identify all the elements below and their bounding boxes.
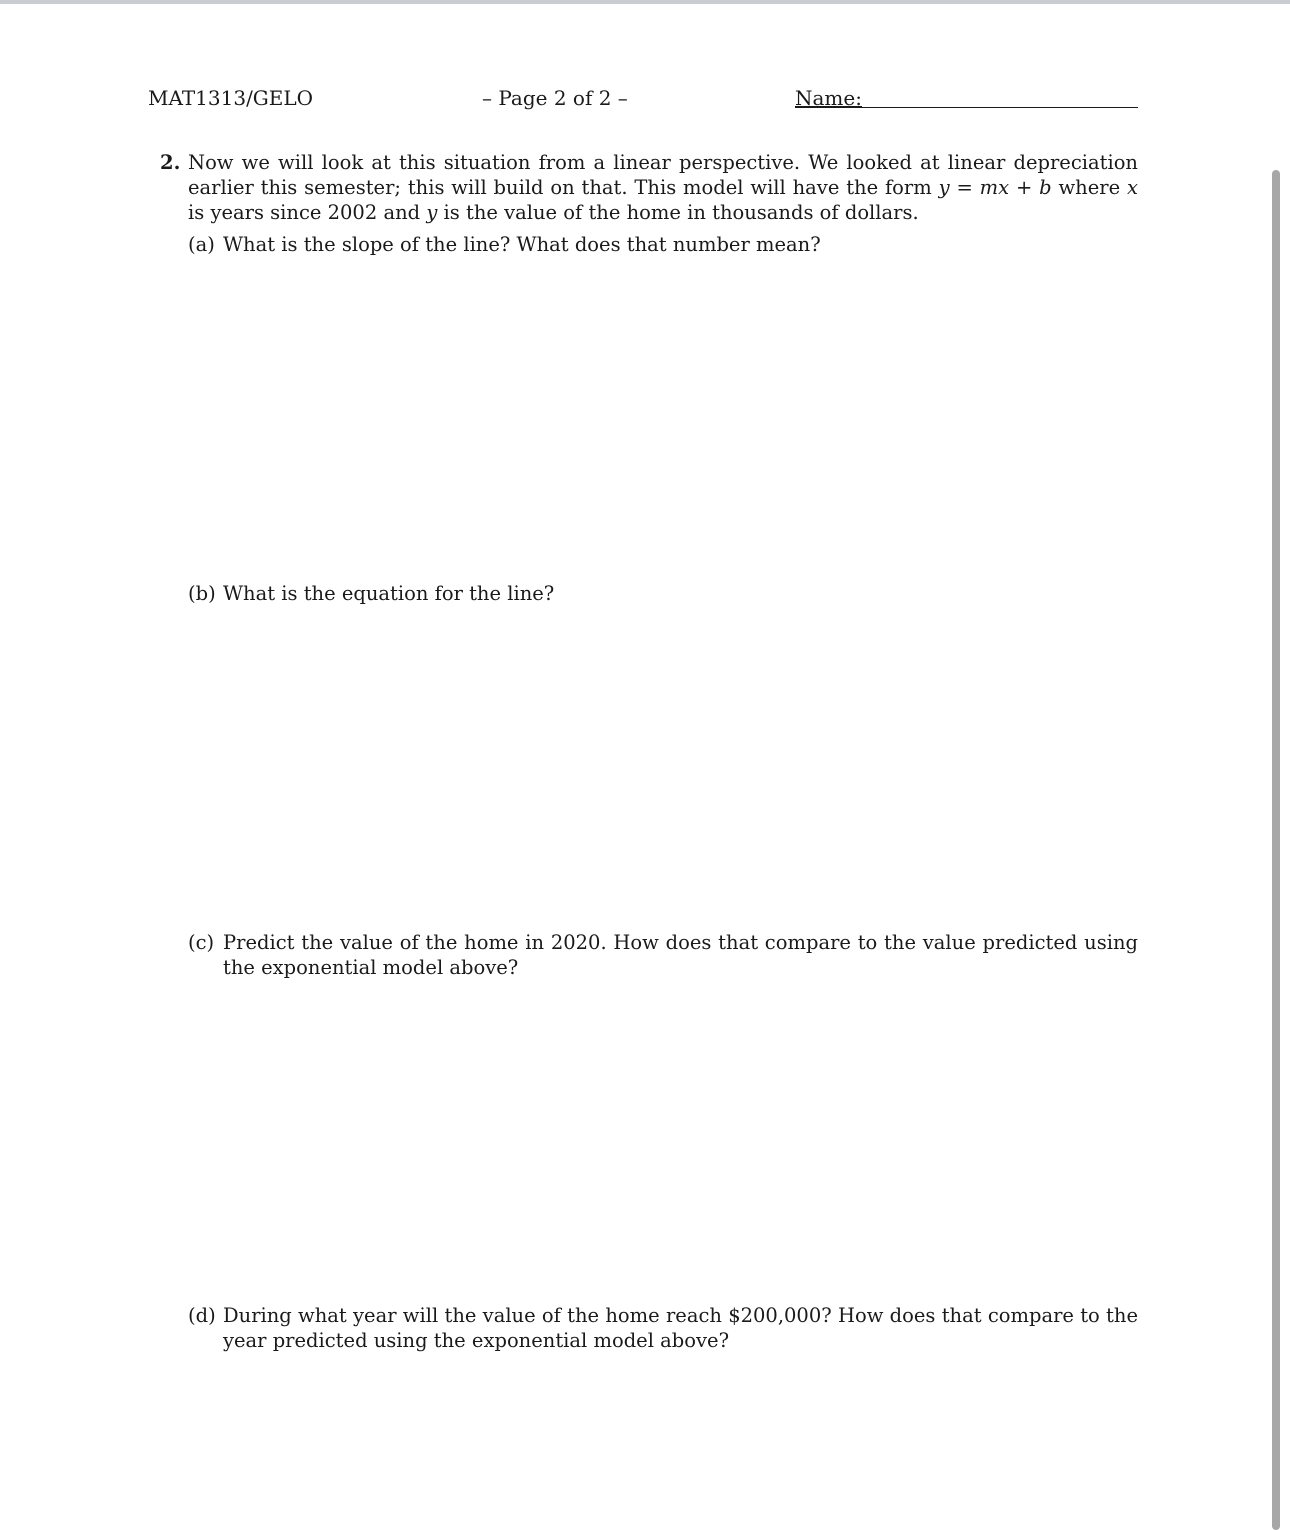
part-d-label: (d): [188, 1304, 216, 1327]
part-a: [188, 232, 1138, 257]
part-b: [188, 581, 1138, 606]
part-a-text: What is the slope of the line? What does that number mean?: [223, 233, 821, 256]
page-header: [0, 86, 1290, 116]
scrollbar-thumb[interactable]: [1272, 170, 1280, 1530]
name-underline: [856, 107, 1138, 108]
question-2: [160, 150, 1138, 225]
name-label-text: Name:: [795, 86, 862, 110]
name-label: [795, 86, 862, 110]
part-c: [188, 930, 1138, 980]
question-text: Now we will look at this situation from a linear perspective. We looked at linear depreciation earlier this semester; this will build on that. This model will have the form y = mx + b where x is years since 2002 and y is the value of the home in thousands of dollars.: [188, 151, 1138, 224]
part-b-label: (b): [188, 582, 216, 605]
question-number: 2.: [160, 151, 181, 174]
course-code: MAT1313/GELO: [148, 86, 314, 110]
page-number: – Page 2 of 2 –: [482, 86, 628, 110]
part-a-label: (a): [188, 233, 215, 256]
part-d-text: During what year will the value of the home reach $200,000? How does that compare to the year predicted using the exponential model above?: [223, 1304, 1138, 1352]
part-d: [188, 1303, 1138, 1353]
part-c-label: (c): [188, 931, 215, 954]
window-top-bar: [0, 0, 1290, 4]
part-b-text: What is the equation for the line?: [223, 582, 555, 605]
part-c-text: Predict the value of the home in 2020. How does that compare to the value predicted using the exponential model above?: [223, 931, 1138, 979]
